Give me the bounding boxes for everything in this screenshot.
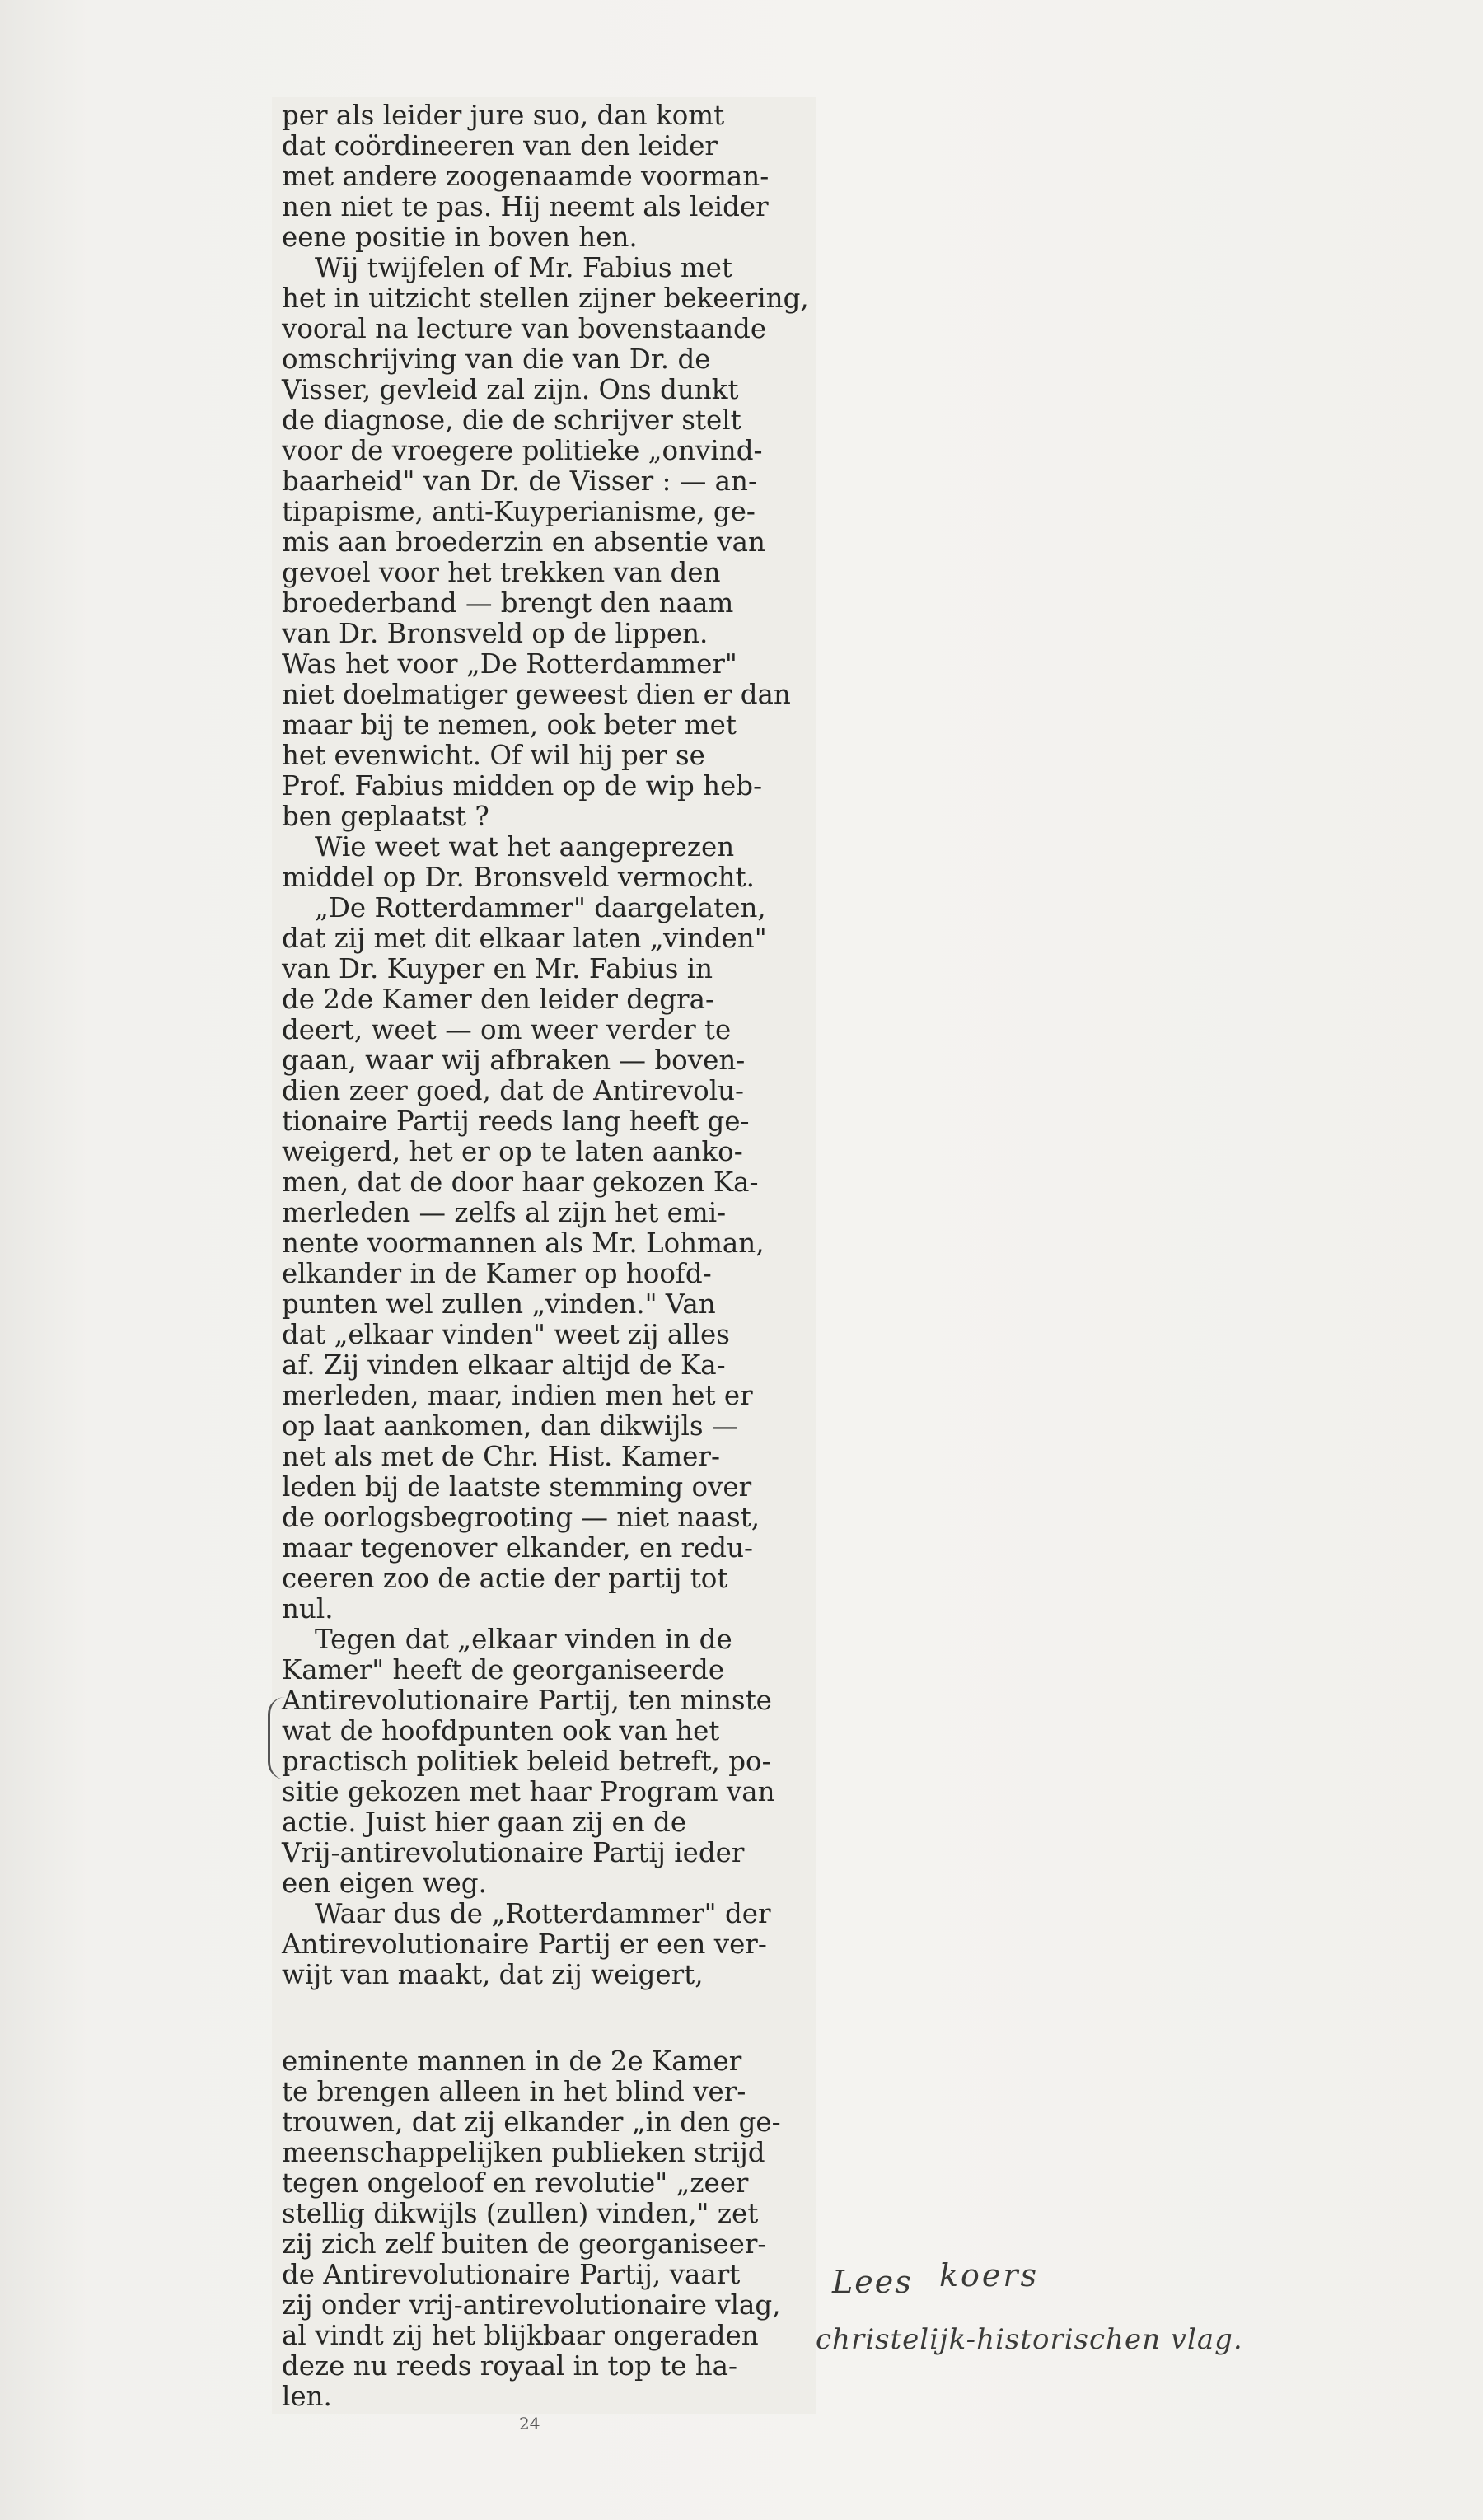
- text-line: net als met de Chr. Hist. Kamer-: [282, 1441, 720, 1472]
- text-line: Visser, gevleid zal zijn. Ons dunkt: [282, 374, 739, 405]
- text-line: elkander in de Kamer op hoofd-: [282, 1258, 712, 1289]
- text-line: van Dr. Bronsveld op de lippen.: [282, 618, 709, 649]
- handwritten-margin-notes: [816, 2257, 1475, 2389]
- text-line: trouwen, dat zij elkander „in den ge-: [282, 2106, 781, 2138]
- text-line: merleden — zelfs al zijn het emi-: [282, 1197, 727, 1228]
- text-line: dat zij met dit elkaar laten „vinden": [282, 923, 767, 954]
- text-line: maar tegenover elkander, en redu-: [282, 1532, 754, 1564]
- text-line: omschrijving van die van Dr. de: [282, 344, 711, 375]
- text-line: practisch politiek beleid betreft, po-: [282, 1746, 771, 1777]
- text-line: eminente mannen in de 2e Kamer: [282, 2045, 742, 2077]
- text-line: broederband — brengt den naam: [282, 587, 734, 619]
- text-line: het evenwicht. Of wil hij per se: [282, 740, 705, 771]
- text-line: tegen ongeloof en revolutie" „zeer: [282, 2167, 749, 2199]
- text-line: Antirevolutionaire Partij, ten minste: [282, 1685, 772, 1716]
- text-line: Was het voor „De Rotterdammer": [282, 648, 737, 680]
- text-line: ceeren zoo de actie der partij tot: [282, 1563, 728, 1594]
- clipping-gap: [282, 1990, 801, 2046]
- text-line: Kamer" heeft de georganiseerde: [282, 1654, 725, 1685]
- text-line: met andere zoogenaamde voorman-: [282, 161, 770, 192]
- text-line: op laat aankomen, dan dikwijls —: [282, 1410, 739, 1442]
- paragraph-2: [282, 252, 809, 832]
- text-line: punten wel zullen „vinden." Van: [282, 1288, 716, 1320]
- text-line: te brengen alleen in het blind ver-: [282, 2076, 746, 2107]
- text-line: weigerd, het er op te laten aanko-: [282, 1136, 743, 1167]
- text-line: sitie gekozen met haar Program van: [282, 1776, 775, 1807]
- text-line: tipapisme, anti-Kuyperianisme, ge-: [282, 496, 756, 527]
- paragraph-4: [282, 893, 801, 1625]
- text-line: Waar dus de „Rotterdammer" der: [315, 1898, 771, 1929]
- handwritten-note: Lees: [832, 2264, 913, 2300]
- text-line: gevoel voor het trekken van den: [282, 557, 721, 588]
- text-line: stellig dikwijls (zullen) vinden," zet: [282, 2198, 759, 2229]
- text-line: „De Rotterdammer" daargelaten,: [315, 892, 766, 923]
- paragraph-3: [282, 832, 801, 893]
- text-line: wat de hoofdpunten ook van het: [282, 1715, 720, 1746]
- text-line: nente voormannen als Mr. Lohman,: [282, 1227, 765, 1259]
- text-line: middel op Dr. Bronsveld vermocht.: [282, 862, 755, 893]
- text-line: maar bij te nemen, ook beter met: [282, 709, 737, 741]
- text-line: nul.: [282, 1593, 334, 1625]
- text-line: Vrij-antirevolutionaire Partij ieder: [282, 1837, 745, 1868]
- text-line: ben geplaatst ?: [282, 801, 489, 832]
- paragraph-6-continued: [282, 2046, 801, 2412]
- text-line: dien zeer goed, dat de Antirevolu-: [282, 1075, 745, 1106]
- text-line: Wie weet wat het aangeprezen: [315, 831, 735, 863]
- text-line: deze nu reeds royaal in top te ha-: [282, 2350, 738, 2382]
- text-line: dat coördineeren van den leider: [282, 130, 718, 161]
- text-line: af. Zij vinden elkaar altijd de Ka-: [282, 1349, 726, 1381]
- text-line: de oorlogsbegrooting — niet naast,: [282, 1502, 760, 1533]
- text-line: leden bij de laatste stemming over: [282, 1471, 752, 1503]
- text-line: Prof. Fabius midden op de wip heb-: [282, 770, 763, 802]
- text-line: een eigen weg.: [282, 1868, 487, 1899]
- text-line: deert, weet — om weer verder te: [282, 1014, 732, 1045]
- text-line: len.: [282, 2381, 332, 2412]
- text-line: gaan, waar wij afbraken — boven-: [282, 1045, 746, 1076]
- text-line: eene positie in boven hen.: [282, 222, 638, 253]
- text-line: de 2de Kamer den leider degra-: [282, 984, 714, 1015]
- text-line: de diagnose, die de schrijver stelt: [282, 404, 742, 436]
- text-line: men, dat de door haar gekozen Ka-: [282, 1166, 759, 1198]
- text-line: tionaire Partij reeds lang heeft ge-: [282, 1106, 750, 1137]
- text-line: voor de vroegere politieke „onvind-: [282, 435, 763, 466]
- text-line: van Dr. Kuyper en Mr. Fabius in: [282, 953, 713, 984]
- text-line: meenschappelijken publieken strijd: [282, 2137, 765, 2168]
- handwritten-note: christelijk-historischen vlag.: [816, 2323, 1243, 2356]
- text-line: Wij twijfelen of Mr. Fabius met: [315, 252, 732, 283]
- text-line: vooral na lecture van bovenstaande: [282, 313, 767, 344]
- page-mark: 24: [519, 2414, 540, 2434]
- text-line: baarheid" van Dr. de Visser : — an-: [282, 465, 757, 497]
- text-line: nen niet te pas. Hij neemt als leider: [282, 191, 769, 222]
- text-line: al vindt zij het blijkbaar ongeraden: [282, 2320, 759, 2351]
- text-line: zij onder vrij-antirevolutionaire vlag,: [282, 2289, 781, 2321]
- text-line: actie. Juist hier gaan zij en de: [282, 1807, 687, 1838]
- text-line: dat „elkaar vinden" weet zij alles: [282, 1319, 730, 1350]
- text-line: Antirevolutionaire Partij er een ver-: [282, 1929, 767, 1960]
- paragraph-1: [282, 101, 801, 253]
- text-line: mis aan broederzin en absentie van: [282, 526, 765, 558]
- text-line: merleden, maar, indien men het er: [282, 1380, 753, 1411]
- text-line: het in uitzicht stellen zijner bekeering,: [282, 283, 809, 314]
- text-line: wijt van maakt, dat zij weigert,: [282, 1959, 704, 1990]
- text-line: zij zich zelf buiten de georganiseer-: [282, 2228, 767, 2260]
- text-line: de Antirevolutionaire Partij, vaart: [282, 2259, 741, 2290]
- text-line: niet doelmatiger geweest dien er dan: [282, 679, 791, 710]
- text-line: per als leider jure suo, dan komt: [282, 100, 725, 131]
- handwritten-note: koers: [939, 2257, 1040, 2293]
- article-column: [282, 100, 809, 2412]
- paragraph-5: [282, 1625, 801, 1899]
- text-line: Tegen dat „elkaar vinden in de: [315, 1624, 732, 1655]
- paragraph-6: [282, 1899, 801, 1990]
